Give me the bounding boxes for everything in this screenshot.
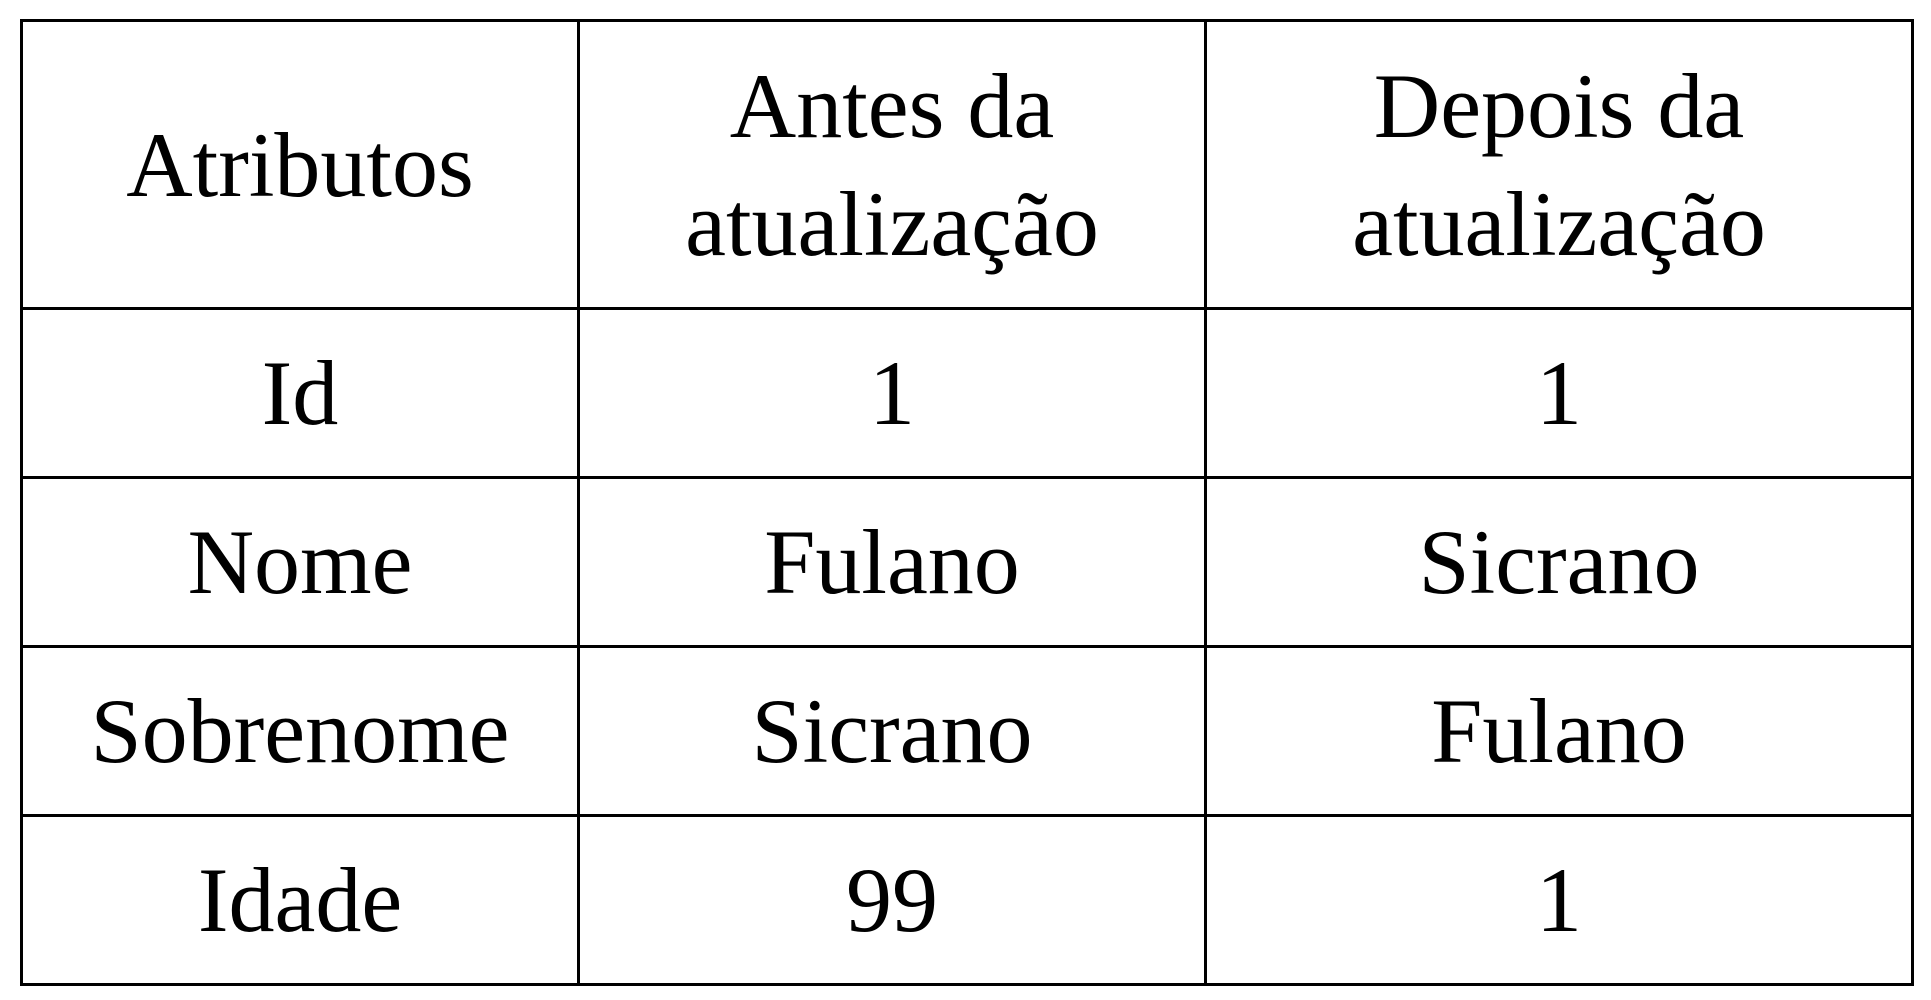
header-text: atualização (1352, 172, 1766, 275)
before-value-cell: 99 (579, 816, 1206, 985)
header-cell-after-update (1206, 21, 1913, 309)
after-value-cell: 1 (1206, 309, 1913, 478)
header-text: atualização (685, 172, 1099, 275)
attribute-cell: Id (22, 309, 579, 478)
header-text: Antes da (729, 54, 1055, 157)
before-value-cell: Sicrano (579, 647, 1206, 816)
attribute-cell: Nome (22, 478, 579, 647)
after-value-cell: Sicrano (1206, 478, 1913, 647)
table-row (22, 478, 1913, 647)
table-header-row (22, 21, 1913, 309)
after-value-cell: 1 (1206, 816, 1913, 985)
header-text: Atributos (126, 113, 474, 216)
after-value-cell: Fulano (1206, 647, 1913, 816)
attribute-cell: Idade (22, 816, 579, 985)
table-row (22, 309, 1913, 478)
header-cell-before-update (579, 21, 1206, 309)
header-text: Depois da (1373, 54, 1745, 157)
table-row (22, 816, 1913, 985)
before-value-cell: Fulano (579, 478, 1206, 647)
table-row (22, 647, 1913, 816)
attribute-cell: Sobrenome (22, 647, 579, 816)
comparison-table (20, 19, 1914, 986)
before-value-cell: 1 (579, 309, 1206, 478)
header-cell-attributes (22, 21, 579, 309)
